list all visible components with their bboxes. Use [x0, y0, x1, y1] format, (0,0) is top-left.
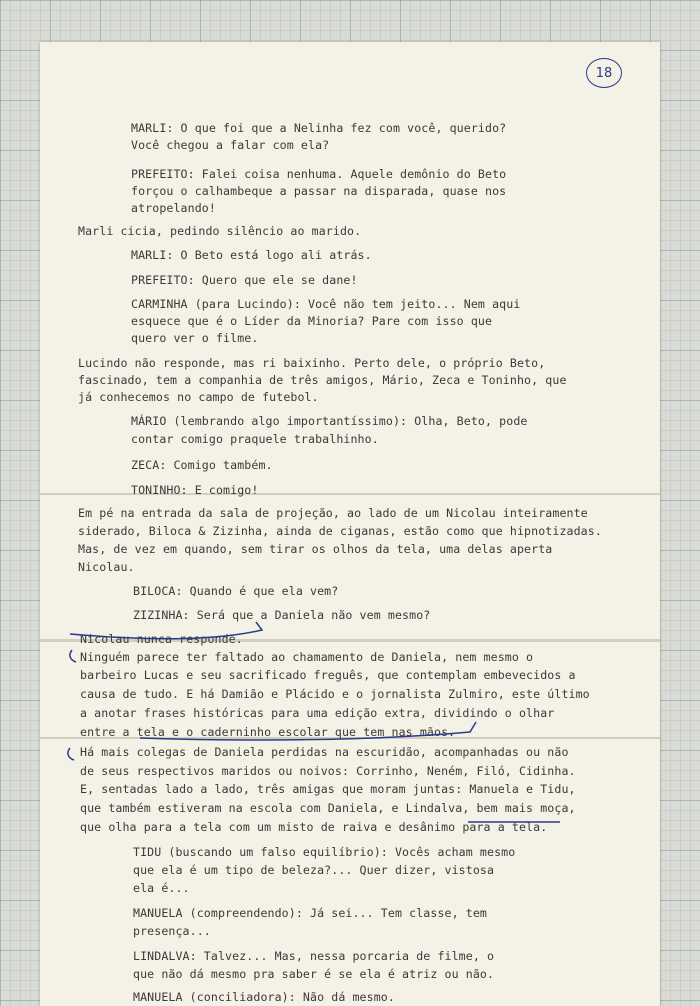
text-line: BILOCA: Quando é que ela vem? [133, 584, 339, 598]
text-line: atropelando! [131, 201, 216, 215]
text-line: ZECA: Comigo também. [131, 458, 273, 472]
text-line: que não dá mesmo pra saber é se ela é atriz ou não. [133, 967, 495, 981]
text-line: Nicolau. [78, 560, 135, 574]
ink-bracket-mark [68, 748, 74, 760]
text-line: causa de tudo. E há Damião e Plácido e o jornalista Zulmiro, este último [80, 687, 590, 701]
text-line: barbeiro Lucas e seu sacrificado freguês, que contemplam embevecidos a [80, 668, 576, 682]
ink-underline-stroke [140, 722, 476, 740]
text-line: CARMINHA (para Lucindo): Você não tem jeito... Nem aqui [131, 297, 521, 311]
text-line: Você chegou a falar com ela? [131, 138, 330, 152]
text-line: siderado, Biloca & Zizinha, ainda de ciganas, estão como que hipnotizadas. [78, 524, 602, 538]
text-line: forçou o calhambeque a passar na disparada, quase nos [131, 184, 507, 198]
text-line: presença... [133, 924, 211, 938]
text-line: fascinado, tem a companhia de três amigos, Mário, Zeca e Toninho, que [78, 373, 567, 387]
text-line: que olha para a tela com um misto de raiva e desânimo para a tela. [80, 820, 548, 834]
text-line: PREFEITO: Quero que ele se dane! [131, 273, 358, 287]
text-line: Há mais colegas de Daniela perdidas na escuridão, acompanhadas ou não [80, 745, 569, 759]
text-line: Mas, de vez em quando, sem tirar os olhos da tela, uma delas aperta [78, 542, 553, 556]
text-line: de seus respectivos maridos ou noivos: Corrinho, Neném, Filó, Cidinha. [80, 764, 576, 778]
text-line: a anotar frases históricas para uma edição extra, dividindo o olhar [80, 706, 555, 720]
text-line: contar comigo praquele trabalhinho. [131, 432, 379, 446]
text-line: entre a tela e o caderninho escolar que tem nas mãos. [80, 725, 456, 739]
text-line: quero ver o filme. [131, 331, 259, 345]
text-line: já conhecemos no campo de futebol. [78, 390, 319, 404]
text-line: MÁRIO (lembrando algo importantíssimo): Olha, Beto, pode [131, 414, 528, 428]
text-line: PREFEITO: Falei coisa nenhuma. Aquele demônio do Beto [131, 167, 507, 181]
text-line: Marli cicia, pedindo silêncio ao marido. [78, 224, 362, 238]
text-line: que também estiveram na escola com Daniela, e Lindalva, bem mais moça, [80, 801, 576, 815]
text-line: Lucindo não responde, mas ri baixinho. Perto dele, o próprio Beto, [78, 356, 546, 370]
ink-bracket-mark [70, 650, 76, 662]
text-line: esquece que é o Líder da Minoria? Pare com isso que [131, 314, 493, 328]
text-line: LINDALVA: Talvez... Mas, nessa porcaria de filme, o [133, 949, 495, 963]
ink-underline-stroke [70, 622, 262, 639]
text-line: Ninguém parece ter faltado ao chamamento de Daniela, nem mesmo o [80, 650, 534, 664]
text-line: E, sentadas lado a lado, três amigas que moram juntas: Manuela e Tidu, [80, 782, 576, 796]
text-line: Nicolau nunca responde. [80, 632, 243, 646]
page-number: 18 [595, 65, 613, 81]
text-line: MANUELA (conciliadora): Não dá mesmo. [133, 990, 395, 1004]
text-line: Em pé na entrada da sala de projeção, ao lado de um Nicolau inteiramente [78, 506, 588, 520]
text-line: ela é... [133, 881, 190, 895]
text-line: TONINHO: E comigo! [131, 483, 259, 497]
text-line: MARLI: O Beto está logo ali atrás. [131, 248, 372, 262]
text-line: MARLI: O que foi que a Nelinha fez com você, querido? [131, 121, 507, 135]
text-line: MANUELA (compreendendo): Já sei... Tem classe, tem [133, 906, 488, 920]
text-line: TIDU (buscando um falso equilíbrio): Vocês acham mesmo [133, 845, 516, 859]
text-line: que ela é um tipo de beleza?... Quer dizer, vistosa [133, 863, 495, 877]
text-line: ZIZINHA: Será que a Daniela não vem mesmo? [133, 608, 431, 622]
